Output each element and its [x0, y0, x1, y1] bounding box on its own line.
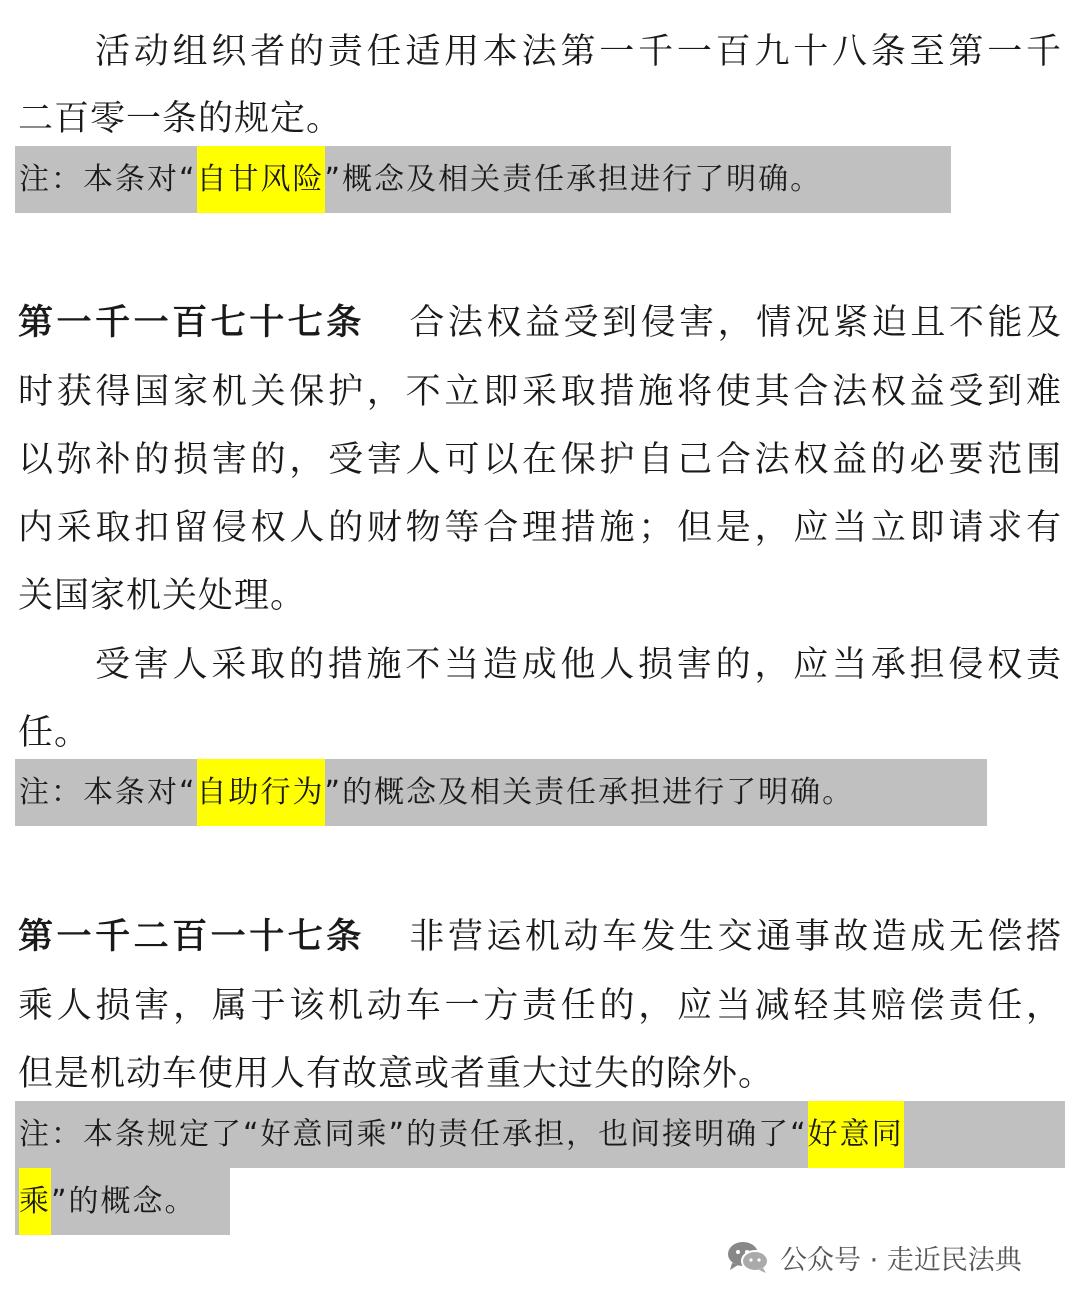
article-first-line — [18, 303, 1062, 343]
annotation-note — [15, 759, 987, 826]
annotation-note — [15, 146, 951, 213]
article-heading: 第一千二百一十七条 — [18, 916, 365, 957]
article-text: 合法权益受到侵害，情况紧迫且不能及 — [406, 303, 1062, 343]
highlighted-term: 自助行为 — [197, 759, 325, 826]
article-text: 非营运机动车发生交通事故造成无偿搭 — [406, 917, 1062, 957]
paragraph-line: 内采取扣留侵权人的财物等合理措施；但是，应当立即请求有 — [18, 508, 1062, 548]
article-first-line — [18, 917, 1062, 957]
annotation-note-continued — [15, 1168, 230, 1235]
paragraph-line: 任。 — [18, 713, 91, 753]
note-prefix: 注：本条对“ — [19, 775, 197, 810]
paragraph-line: 时获得国家机关保护，不立即采取措施将使其合法权益受到难 — [18, 372, 1062, 412]
highlighted-term: 好意同 — [808, 1101, 904, 1168]
note-prefix: 注：本条规定了“好意同乘”的责任承担，也间接明确了“ — [19, 1117, 808, 1152]
highlighted-term: 自甘风险 — [197, 146, 325, 213]
paragraph-line: 二百零一条的规定。 — [18, 99, 343, 139]
paragraph-line: 活动组织者的责任适用本法第一千一百九十八条至第一千 — [95, 32, 1062, 72]
note-prefix: 注：本条对“ — [19, 162, 197, 197]
paragraph-line: 受害人采取的措施不当造成他人损害的，应当承担侵权责 — [95, 645, 1062, 685]
paragraph-line: 乘人损害，属于该机动车一方责任的，应当减轻其赔偿责任， — [18, 986, 1062, 1026]
paragraph-line: 但是机动车使用人有故意或者重大过失的除外。 — [18, 1054, 775, 1094]
note-suffix: ”的概念及相关责任承担进行了明确。 — [324, 775, 855, 810]
wechat-icon — [726, 1239, 770, 1275]
paragraph-line: 关国家机关处理。 — [18, 576, 307, 616]
annotation-note — [15, 1101, 1065, 1168]
article-heading: 第一千一百七十七条 — [18, 302, 365, 343]
account-watermark — [726, 1232, 1022, 1282]
paragraph-line: 以弥补的损害的，受害人可以在保护自己合法权益的必要范围 — [18, 440, 1062, 480]
account-name: 公众号 · 走近民法典 — [780, 1244, 1022, 1276]
note-suffix: ”的概念。 — [51, 1184, 197, 1219]
note-suffix: ”概念及相关责任承担进行了明确。 — [324, 162, 823, 197]
highlighted-term: 乘 — [19, 1168, 51, 1235]
